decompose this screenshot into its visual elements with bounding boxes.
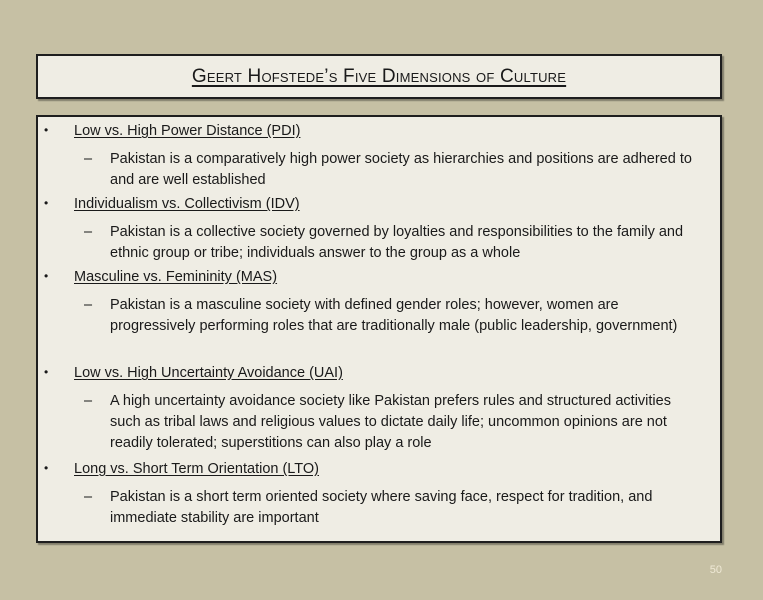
detail-text: A high uncertainty avoidance society like Pakistan prefers rules and structured activities such as tribal laws and religious values to dictate daily life; uncommon opinions are not readily tolerated; superstitions can also play a role — [110, 393, 671, 451]
dimension-detail — [84, 487, 704, 529]
slide-title: Geert Hofstede’s Five Dimensions of Culture — [191, 65, 567, 87]
detail-text: Pakistan is a collective society governed by loyalties and responsibilities to the family and ethnic group or tribe; individuals answer to the group as a whole — [110, 224, 684, 261]
dimension-heading: Low vs. High Power Distance (PDI) — [74, 123, 301, 139]
detail-text: Pakistan is a masculine society with defined gender roles; however, women are progressively performing roles that are traditionally male (public leadership, government) — [110, 297, 678, 334]
dimension-detail — [84, 222, 704, 264]
dash-icon: – — [84, 297, 93, 313]
bullet-icon: • — [44, 365, 49, 379]
dash-icon: – — [84, 224, 93, 240]
bullet-icon: • — [44, 123, 49, 137]
dimension-heading: Long vs. Short Term Orientation (LTO) — [74, 461, 319, 477]
dash-icon: – — [84, 393, 93, 409]
dimension-detail — [84, 391, 704, 454]
dimension-detail — [84, 149, 704, 191]
dimension-detail — [84, 295, 704, 337]
bullet-icon: • — [44, 269, 49, 283]
detail-text: Pakistan is a comparatively high power society as hierarchies and positions are adhered to and are well established — [110, 151, 692, 188]
dash-icon: – — [84, 489, 93, 505]
content-box — [36, 115, 722, 543]
title-box — [36, 54, 722, 99]
detail-text: Pakistan is a short term oriented society where saving face, respect for tradition, and immediate stability are important — [110, 489, 653, 526]
dimension-heading: Individualism vs. Collectivism (IDV) — [74, 196, 300, 212]
dash-icon: – — [84, 151, 93, 167]
dimension-heading: Masculine vs. Femininity (MAS) — [74, 269, 278, 285]
bullet-icon: • — [44, 196, 49, 210]
bullet-icon: • — [44, 461, 49, 475]
dimension-heading: Low vs. High Uncertainty Avoidance (UAI) — [74, 365, 343, 381]
page-number: 50 — [709, 564, 722, 576]
